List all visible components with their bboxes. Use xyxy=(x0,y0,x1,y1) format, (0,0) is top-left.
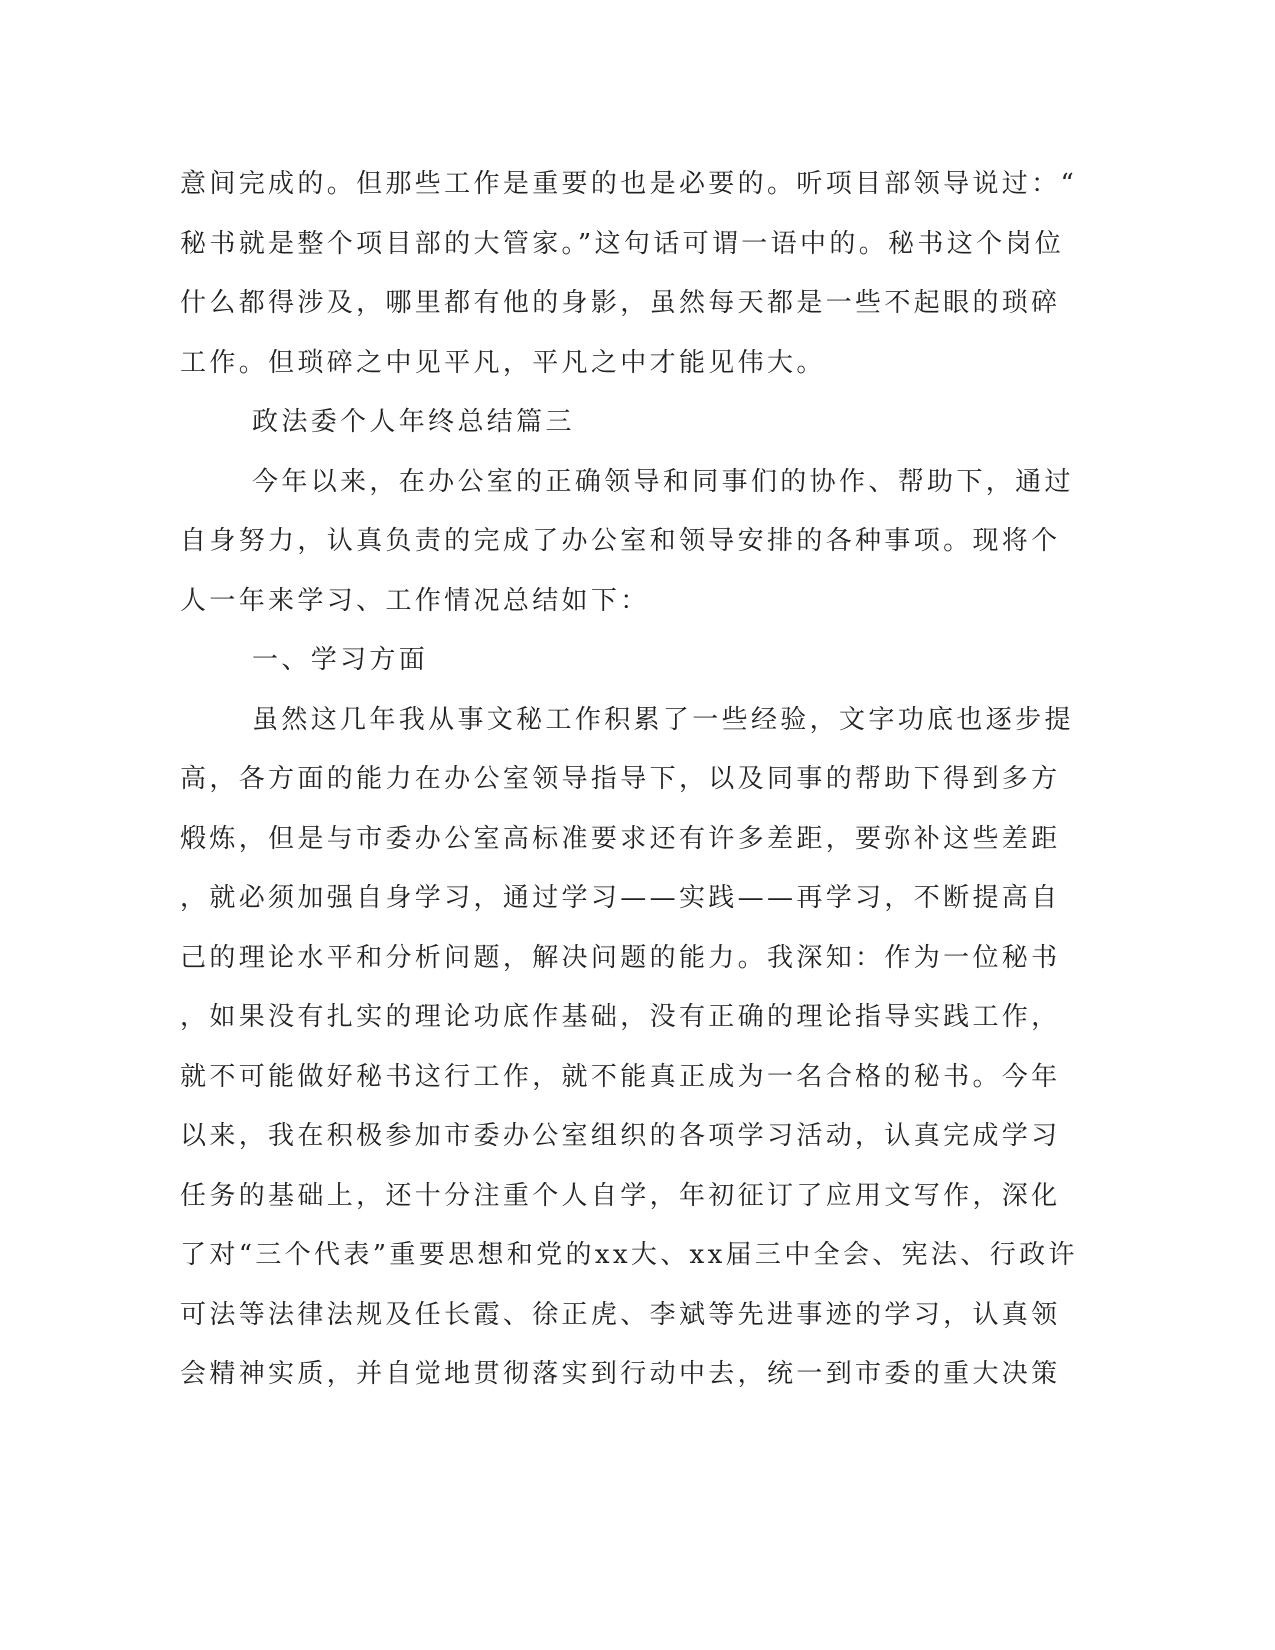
section-title: 政法委个人年终总结篇三 xyxy=(252,407,575,437)
text-line: 可法等法律法规及任长霞、徐正虎、李斌等先进事迹的学习，认真领 xyxy=(180,1299,1061,1330)
text-line: 什么都得涉及，哪里都有他的身影，虽然每天都是一些不起眼的琐碎 xyxy=(180,288,1061,318)
text-line: 就不可能做好秘书这行工作，就不能真正成为一名合格的秘书。今年 xyxy=(180,1061,1061,1092)
text-line: 己的理论水平和分析问题，解决问题的能力。我深知：作为一位秘书 xyxy=(180,942,1061,973)
text-line: 虽然这几年我从事文秘工作积累了一些经验，文字功底也逐步提 xyxy=(252,704,1074,735)
text-line: 任务的基础上，还十分注重个人自学，年初征订了应用文写作，深化 xyxy=(180,1180,1061,1211)
text-line: 意间完成的。但那些工作是重要的也是必要的。听项目部领导说过：“ xyxy=(180,169,1078,199)
text-line: 自身努力，认真负责的完成了办公室和领导安排的各种事项。现将个 xyxy=(180,526,1061,556)
text-line: 人一年来学习、工作情况总结如下： xyxy=(180,585,650,616)
text-line: 了对“三个代表”重要思想和党的xx大、xx届三中全会、宪法、行政许 xyxy=(180,1240,1078,1270)
text-line: 煅炼，但是与市委办公室高标准要求还有许多差距，要弥补这些差距 xyxy=(180,823,1061,854)
text-line: 以来，我在积极参加市委办公室组织的各项学习活动，认真完成学习 xyxy=(180,1121,1061,1151)
document-body xyxy=(180,155,1080,1405)
text-line: 工作。但琐碎之中见平凡，平凡之中才能见伟大。 xyxy=(180,347,826,378)
text-line: ，如果没有扎实的理论功底作基础，没有正确的理论指导实践工作， xyxy=(180,1002,1061,1032)
text-line: ，就必须加强自身学习，通过学习——实践——再学习，不断提高自 xyxy=(180,883,1061,913)
subsection-heading: 一、学习方面 xyxy=(252,645,429,675)
text-line: 高，各方面的能力在办公室领导指导下，以及同事的帮助下得到多方 xyxy=(180,764,1061,794)
text-line: 今年以来，在办公室的正确领导和同事们的协作、帮助下，通过 xyxy=(252,466,1074,497)
text-line: 秘书就是整个项目部的大管家。”这句话可谓一语中的。秘书这个岗位 xyxy=(180,228,1065,259)
text-line: 会精神实质，并自觉地贯彻落实到行动中去，统一到市委的重大决策 xyxy=(180,1359,1061,1389)
